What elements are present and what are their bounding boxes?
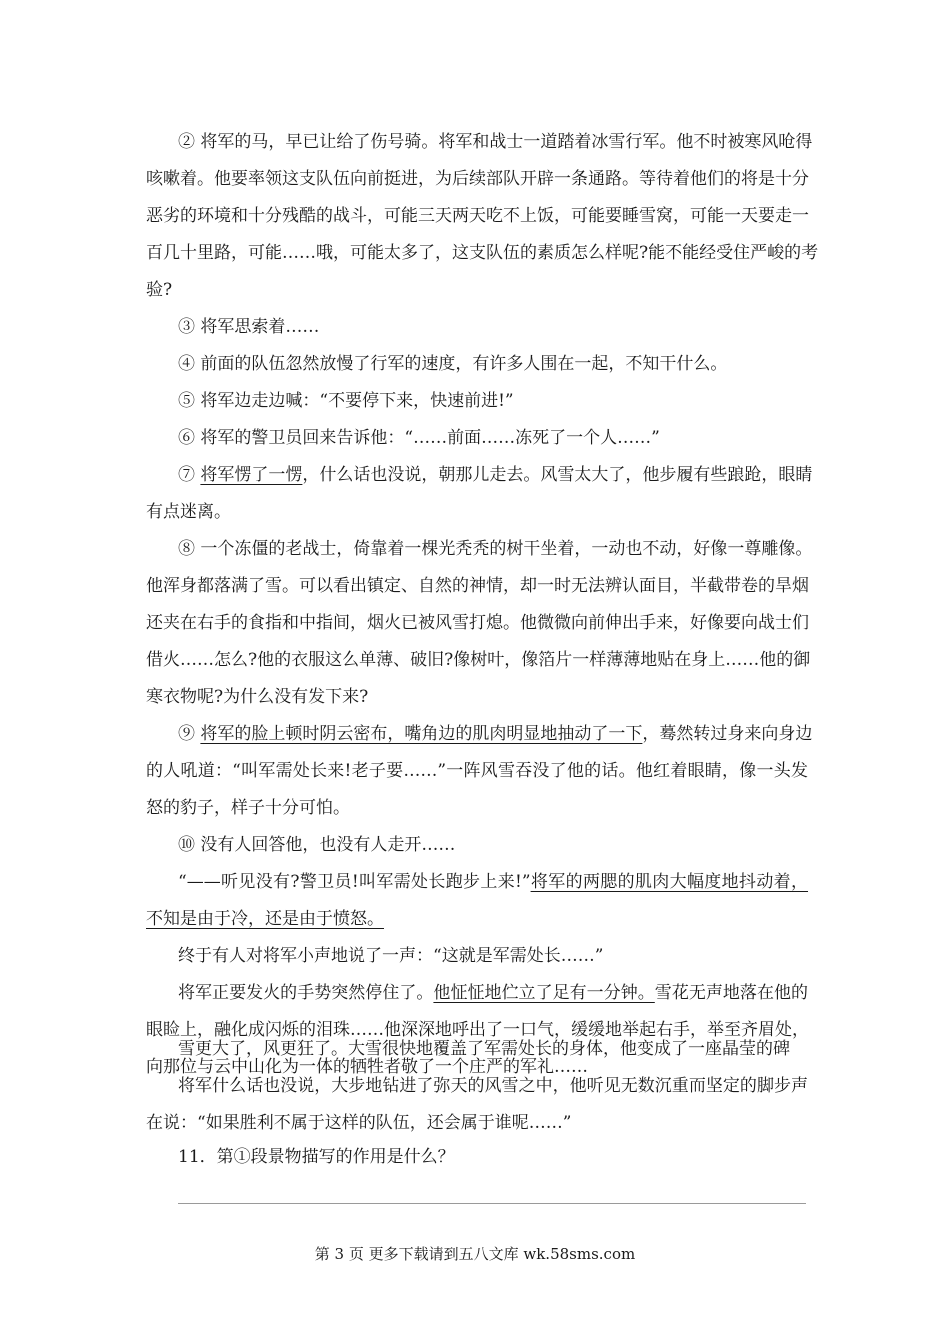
paragraph-12: 终于有人对将军小声地说了一声：“这就是军需处长……” [178, 946, 604, 966]
paragraph-9-line-3: 怒的豹子，样子十分可怕。 [146, 798, 350, 818]
paragraph-2-line-3: 恶劣的环境和十分残酷的战斗，可能三天两天吃不上饭，可能要睡雪窝，可能一天要走一 [146, 206, 809, 226]
page-footer: 第 3 页 更多下载请到五八文库 wk.58sms.com [314, 1245, 636, 1263]
paragraph-13-line-1 [146, 978, 808, 1008]
dialogue-text: “——听见没有?警卫员!叫军需处长跑步上来!” [178, 872, 531, 892]
paragraph-9-text: ，蓦然转过身来向身边 [642, 724, 813, 744]
answer-line [178, 1203, 806, 1204]
paragraph-10: ⑩ 没有人回答他，也没有人走开…… [178, 835, 456, 855]
dialogue-line-2 [146, 904, 808, 934]
paragraph-14: 雪更大了，风更狂了。大雪很快地覆盖了军需处长的身体，他变成了一座晶莹的碑 [178, 1039, 790, 1059]
dialogue-line-1 [146, 867, 808, 897]
paragraph-13-text-end: 雪花无声地落在他的 [654, 983, 809, 1003]
paragraph-7-line-1 [146, 460, 813, 490]
paragraph-15-line-1: 将军什么话也没说，大步地钻进了弥天的风雪之中，他听见无数沉重而坚定的脚步声 [178, 1076, 808, 1096]
paragraph-2-line-4: 百几十里路，可能……哦，可能太多了，这支队伍的素质怎么样呢?能不能经受住严峻的考 [146, 243, 819, 263]
paragraph-9-line-2: 的人吼道：“叫军需处长来!老子要……”一阵风雪吞没了他的话。他红着眼睛，像一头发 [146, 761, 808, 781]
paragraph-15-line-2: 在说：“如果胜利不属于这样的队伍，还会属于谁呢……” [146, 1113, 572, 1133]
paragraph-2-line-5: 验? [146, 280, 173, 300]
paragraph-5: ⑤ 将军边走边喊：“不要停下来，快速前进!” [178, 391, 514, 411]
paragraph-4: ④ 前面的队伍忽然放慢了行军的速度，有许多人围在一起，不知干什么。 [178, 354, 728, 374]
paragraph-8-line-5: 寒衣物呢?为什么没有发下来? [146, 687, 369, 707]
paragraph-2-line-2: 咳嗽着。他要率领这支队伍向前挺进，为后续部队开辟一条通路。等待着他们的将是十分 [146, 169, 809, 189]
underlined-phrase: 他怔怔地伫立了足有一分钟。 [433, 983, 655, 1003]
paragraph-number: ⑨ [178, 724, 201, 744]
underlined-phrase: 将军的两腮的肌肉大幅度地抖动着， [530, 872, 809, 892]
paragraph-9-line-1 [146, 719, 813, 749]
paragraph-13-line-2: 眼睑上，融化成闪烁的泪珠……他深深地呼出了一口气，缓缓地举起右手，举至齐眉处， [146, 1020, 809, 1040]
underlined-phrase: 将军的脸上顿时阴云密布，嘴角边的肌肉明显地抽动了一下 [200, 724, 643, 744]
underlined-phrase: 将军愣了一愣 [200, 465, 303, 485]
paragraph-7-text: ，什么话也没说，朝那儿走去。风雪太大了，他步履有些踉跄，眼睛 [302, 465, 813, 485]
question-11: 11．第①段景物描写的作用是什么？ [178, 1147, 455, 1167]
paragraph-7-line-2: 有点迷离。 [146, 502, 231, 522]
paragraph-8-line-4: 借火……怎么?他的衣服这么单薄、破旧?像树叶，像箔片一样薄薄地贴在身上……他的御 [146, 650, 811, 670]
underlined-phrase: 不知是由于冷，还是由于愤怒。 [146, 909, 384, 929]
paragraph-8-line-3: 还夹在右手的食指和中指间，烟火已被风雪打熄。他微微向前伸出手来，好像要向战士们 [146, 613, 809, 633]
paragraph-2-line-1: ② 将军的马，早已让给了伤号骑。将军和战士一道踏着冰雪行军。他不时被寒风呛得 [178, 132, 813, 152]
paragraph-13-line-3: 向那位与云中山化为一体的牺牲者敬了一个庄严的军礼…… [146, 1057, 588, 1077]
paragraph-8-line-2: 他浑身都落满了雪。可以看出镇定、自然的神情，却一时无法辨认面目，半截带卷的旱烟 [146, 576, 809, 596]
paragraph-8-line-1: ⑧ 一个冻僵的老战士，倚靠着一棵光秃秃的树干坐着，一动也不动，好像一尊雕像。 [178, 539, 813, 559]
paragraph-6: ⑥ 将军的警卫员回来告诉他：“……前面……冻死了一个人……” [178, 428, 660, 448]
paragraph-13-text: 将军正要发火的手势突然停住了。 [178, 983, 434, 1003]
paragraph-number: ⑦ [178, 465, 201, 485]
paragraph-3: ③ 将军思索着…… [178, 317, 320, 337]
